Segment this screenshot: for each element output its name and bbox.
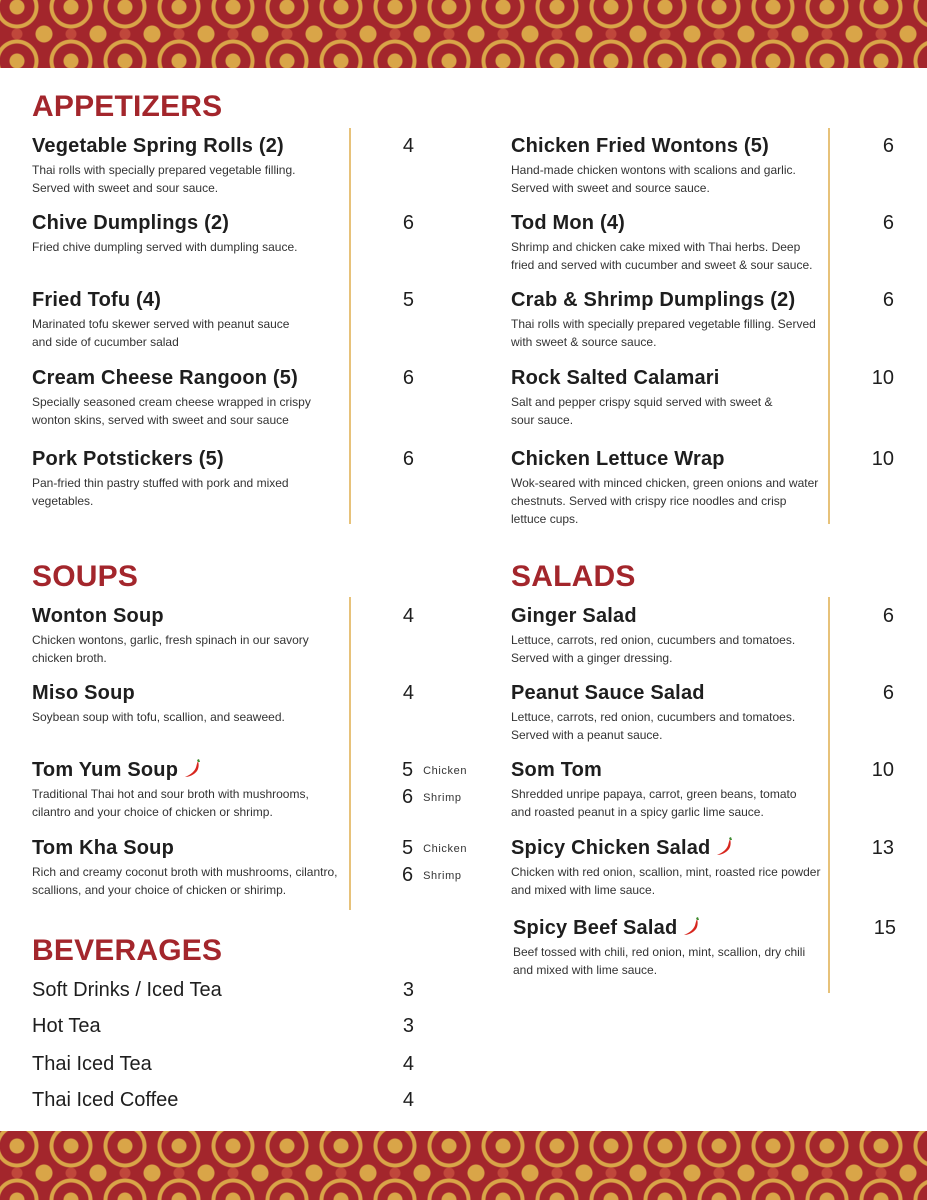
menu-item — [513, 916, 813, 979]
item-description: Beef tossed with chili, red onion, mint, scallion, dry chili and mixed with lime sauce. — [513, 945, 806, 977]
item-name: Chicken Lettuce Wrap — [511, 448, 725, 470]
item-name: Fried Tofu (4) — [32, 289, 162, 311]
item-price: 4 — [402, 682, 414, 704]
item-price: 10 — [871, 448, 894, 470]
beverage-name: Soft Drinks / Iced Tea — [32, 979, 222, 1001]
item-price-chicken — [402, 758, 482, 783]
item-price: 13 — [871, 837, 894, 859]
item-description: Shrimp and chicken cake mixed with Thai herbs. Deep fried and served with cucumber and sweet & sour sauce. — [511, 240, 813, 272]
menu-item — [32, 288, 312, 351]
beverage-price: 3 — [402, 979, 414, 1001]
price-label: Chicken — [423, 843, 468, 855]
beverage-price: 3 — [402, 1015, 414, 1037]
item-price: 6 — [882, 682, 894, 704]
soups-heading: SOUPS — [32, 560, 139, 593]
menu-item — [511, 758, 811, 821]
beverages-heading: BEVERAGES — [32, 934, 223, 967]
price-label: Chicken — [423, 765, 468, 777]
divider-line — [349, 128, 351, 524]
menu-item — [511, 836, 823, 899]
item-price: 6 — [402, 367, 414, 389]
item-description: Wok-seared with minced chicken, green onions and water chestnuts. Served with crispy rice noodles and crisp lettuce cups. — [511, 476, 819, 526]
item-description: Soybean soup with tofu, scallion, and seaweed. — [32, 710, 285, 724]
item-description: Rich and creamy coconut broth with mushrooms, cilantro, scallions, and your choice of chicken or shirimp. — [32, 865, 338, 897]
beverage-price: 4 — [402, 1053, 414, 1075]
item-name — [513, 916, 813, 940]
salads-heading: SALADS — [511, 560, 636, 593]
divider-line — [828, 597, 830, 993]
item-price: 4 — [402, 605, 414, 627]
price-label: Shrimp — [423, 870, 462, 882]
item-name: Rock Salted Calamari — [511, 367, 720, 389]
item-description: Lettuce, carrots, red onion, cucumbers and tomatoes. Served with a ginger dressing. — [511, 633, 796, 665]
beverage-name: Thai Iced Coffee — [32, 1089, 179, 1111]
decorative-pattern-bottom — [0, 1131, 927, 1200]
item-price: 10 — [871, 759, 894, 781]
price-value: 6 — [402, 864, 414, 886]
item-price: 6 — [402, 212, 414, 234]
item-name: Tom Kha Soup — [32, 837, 175, 859]
item-price: 6 — [402, 448, 414, 470]
item-name: Vegetable Spring Rolls (2) — [32, 135, 284, 157]
menu-item — [32, 681, 332, 726]
beverage-name: Thai Iced Tea — [32, 1053, 152, 1075]
menu-item — [511, 604, 811, 667]
menu-item — [511, 134, 821, 197]
item-price-shrimp — [402, 863, 482, 888]
item-description: Thai rolls with specially prepared vegetable filling. Served with sweet and sour sauce. — [32, 163, 296, 195]
item-price: 6 — [882, 289, 894, 311]
menu-item — [32, 758, 332, 821]
menu-item — [32, 211, 332, 256]
item-price: 4 — [402, 135, 414, 157]
decorative-pattern-top — [0, 0, 927, 68]
item-name: Tod Mon (4) — [511, 212, 626, 234]
item-description: Marinated tofu skewer served with peanut sauce and side of cucumber salad — [32, 317, 290, 349]
item-name-text: Spicy Chicken Salad — [511, 837, 711, 859]
menu-item — [32, 447, 322, 510]
item-name-text: Spicy Beef Salad — [513, 917, 678, 939]
beverage-price: 4 — [402, 1089, 414, 1111]
appetizers-heading: APPETIZERS — [32, 90, 223, 123]
item-description: Thai rolls with specially prepared vegetable filling. Served with sweet & source sauce. — [511, 317, 816, 349]
item-name — [32, 758, 332, 782]
item-name: Pork Potstickers (5) — [32, 448, 224, 470]
item-description: Hand-made chicken wontons with scalions and garlic. Served with sweet and source sauce. — [511, 163, 796, 195]
item-description: Fried chive dumpling served with dumpling sauce. — [32, 240, 298, 254]
chili-pepper-icon — [683, 917, 701, 937]
menu-item — [511, 288, 821, 351]
menu-item — [511, 447, 823, 528]
item-price-shrimp — [402, 785, 482, 810]
item-price: 6 — [882, 135, 894, 157]
item-name: Som Tom — [511, 759, 603, 781]
item-description: Chicken wontons, garlic, fresh spinach in our savory chicken broth. — [32, 633, 309, 665]
item-description: Chicken with red onion, scallion, mint, roasted rice powder and mixed with lime sauce. — [511, 865, 821, 897]
item-price-chicken — [402, 836, 482, 861]
item-description: Lettuce, carrots, red onion, cucumbers and tomatoes. Served with a peanut sauce. — [511, 710, 796, 742]
chili-pepper-icon — [184, 759, 202, 779]
menu-item — [511, 366, 791, 429]
menu-item — [32, 836, 342, 899]
item-price: 5 — [402, 289, 414, 311]
item-price: 6 — [882, 212, 894, 234]
divider-line — [349, 597, 351, 910]
item-description: Specially seasoned cream cheese wrapped in crispy wonton skins, served with sweet and sour sauce — [32, 395, 311, 427]
menu-item — [32, 366, 332, 429]
menu-item — [32, 604, 332, 667]
item-price: 15 — [873, 917, 896, 939]
menu-item — [511, 681, 811, 744]
item-name: Ginger Salad — [511, 605, 637, 627]
item-name: Peanut Sauce Salad — [511, 682, 705, 704]
item-name: Chicken Fried Wontons (5) — [511, 135, 769, 157]
item-description: Salt and pepper crispy squid served with sweet & sour sauce. — [511, 395, 773, 427]
item-description: Pan-fried thin pastry stuffed with pork and mixed vegetables. — [32, 476, 289, 508]
chili-pepper-icon — [716, 837, 734, 857]
price-value: 5 — [402, 837, 414, 859]
item-price: 10 — [871, 367, 894, 389]
item-name: Wonton Soup — [32, 605, 164, 627]
price-value: 6 — [402, 786, 414, 808]
price-label: Shrimp — [423, 792, 462, 804]
menu-item — [32, 134, 332, 197]
divider-line — [828, 128, 830, 524]
item-price: 6 — [882, 605, 894, 627]
item-name: Cream Cheese Rangoon (5) — [32, 367, 298, 389]
menu-item — [511, 211, 821, 274]
item-description: Shredded unripe papaya, carrot, green beans, tomato and roasted peanut in a spicy garlic lime sauce. — [511, 787, 797, 819]
beverage-name: Hot Tea — [32, 1015, 101, 1037]
item-description: Traditional Thai hot and sour broth with mushrooms, cilantro and your choice of chicken or shrimp. — [32, 787, 309, 819]
item-name — [511, 836, 823, 860]
price-value: 5 — [402, 759, 414, 781]
item-name: Miso Soup — [32, 682, 135, 704]
item-name-text: Tom Yum Soup — [32, 759, 179, 781]
item-name: Chive Dumplings (2) — [32, 212, 230, 234]
item-name: Crab & Shrimp Dumplings (2) — [511, 289, 796, 311]
